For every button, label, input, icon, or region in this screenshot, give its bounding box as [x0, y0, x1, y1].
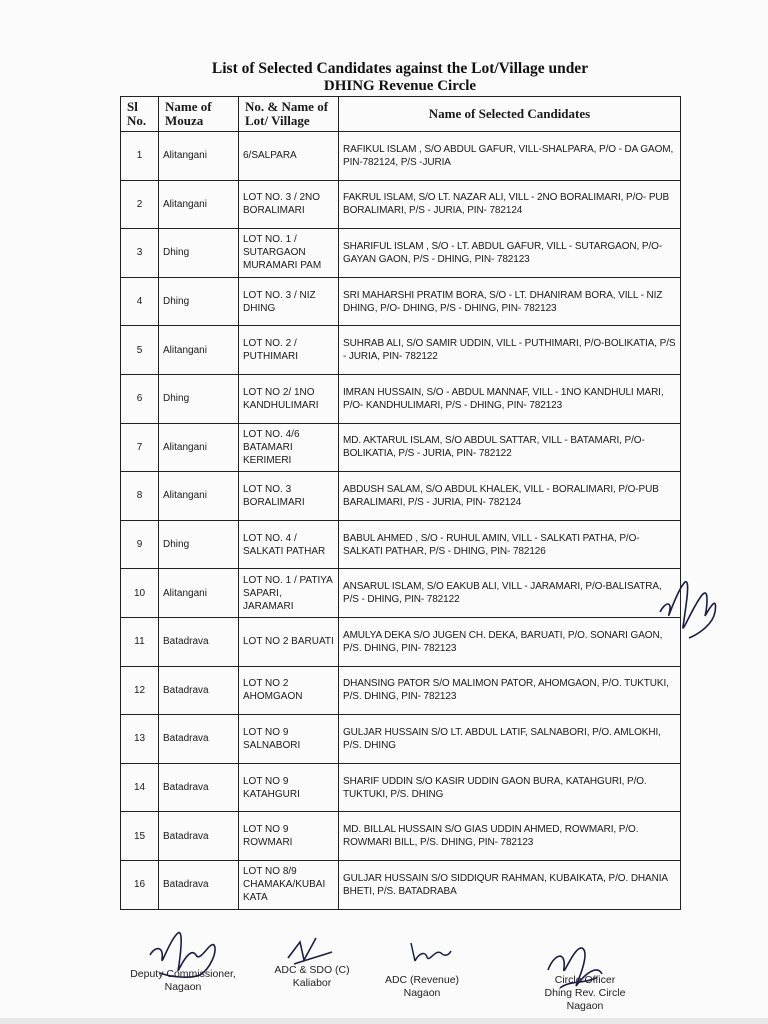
signatory-office: Kaliabor [292, 977, 332, 989]
row-sl-no: 2 [121, 180, 159, 229]
row-mouza: Alitangani [159, 326, 239, 375]
candidates-table [120, 96, 681, 910]
row-sl-no: 11 [121, 617, 159, 666]
row-mouza: Alitangani [159, 423, 239, 472]
row-mouza: Dhing [159, 374, 239, 423]
row-lot-village: LOT NO 2/ 1NO KANDHULIMARI [239, 374, 339, 423]
row-sl-no: 6 [121, 374, 159, 423]
row-mouza: Batadrava [159, 666, 239, 715]
page-bottom-edge [0, 1018, 768, 1024]
row-sl-no: 7 [121, 423, 159, 472]
row-candidate: IMRAN HUSSAIN, S/O - ABDUL MANNAF, VILL - 1NO KANDHULI MARI, P/O- KANDHULIMARI, P/S - DHING, PIN- 782123 [339, 374, 681, 423]
signatory-title: ADC & SDO (C) [274, 964, 350, 976]
signatory-circle-officer [530, 974, 640, 1013]
table-row [121, 423, 681, 472]
row-lot-village: LOT NO 2 AHOMGAON [239, 666, 339, 715]
row-lot-village: LOT NO. 1 / SUTARGAON MURAMARI PAM [239, 229, 339, 278]
row-sl-no: 9 [121, 520, 159, 569]
signatory-office: Nagaon [164, 981, 202, 993]
row-lot-village: LOT NO 2 BARUATI [239, 617, 339, 666]
row-lot-village: LOT NO 9 KATAHGURI [239, 763, 339, 812]
table-row [121, 860, 681, 909]
row-candidate: GULJAR HUSSAIN S/O LT. ABDUL LATIF, SALNABORI, P/O. AMLOKHI, P/S. DHING [339, 715, 681, 764]
row-candidate: GULJAR HUSSAIN S/O SIDDIQUR RAHMAN, KUBAIKATA, P/O. DHANIA BHETI, P/S. BATADRABA [339, 860, 681, 909]
signatory-title: ADC (Revenue) [384, 974, 460, 986]
table-row [121, 666, 681, 715]
row-lot-village: LOT NO. 3 / NIZ DHING [239, 277, 339, 326]
row-mouza: Batadrava [159, 715, 239, 764]
row-sl-no: 15 [121, 812, 159, 861]
row-sl-no: 3 [121, 229, 159, 278]
header-mouza: Name of Mouza [159, 97, 239, 132]
row-lot-village: LOT NO. 2 / PUTHIMARI [239, 326, 339, 375]
table-row [121, 374, 681, 423]
row-sl-no: 12 [121, 666, 159, 715]
row-lot-village: LOT NO. 1 / PATIYA SAPARI, JARAMARI [239, 569, 339, 618]
document-title: List of Selected Candidates against the Lot/Village under [211, 60, 589, 77]
row-lot-village: 6/SALPARA [239, 132, 339, 181]
signatory-adc-revenue [372, 974, 472, 1000]
row-candidate: FAKRUL ISLAM, S/O LT. NAZAR ALI, VILL - 2NO BORALIMARI, P/O- PUB BORALIMARI, P/S - JURIA, PIN- 782124 [339, 180, 681, 229]
table-row [121, 277, 681, 326]
row-mouza: Alitangani [159, 569, 239, 618]
row-lot-village: LOT NO. 3 / 2NO BORALIMARI [239, 180, 339, 229]
table-row [121, 812, 681, 861]
row-mouza: Batadrava [159, 812, 239, 861]
table-row [121, 763, 681, 812]
row-lot-village: LOT NO 9 SALNABORI [239, 715, 339, 764]
row-candidate: SHARIF UDDIN S/O KASIR UDDIN GAON BURA, KATAHGURI, P/O. TUKTUKI, P/S. DHING [339, 763, 681, 812]
row-candidate: SRI MAHARSHI PRATIM BORA, S/O - LT. DHANIRAM BORA, VILL - NIZ DHING, P/O- DHING, P/S - DHING, PIN- 782123 [339, 277, 681, 326]
row-sl-no: 4 [121, 277, 159, 326]
row-mouza: Batadrava [159, 617, 239, 666]
signatory-office: Nagaon [403, 987, 441, 999]
row-lot-village: LOT NO 8/9 CHAMAKA/KUBAI KATA [239, 860, 339, 909]
row-sl-no: 14 [121, 763, 159, 812]
row-mouza: Dhing [159, 520, 239, 569]
signatory-adc-sdo [262, 964, 362, 990]
row-mouza: Dhing [159, 229, 239, 278]
row-sl-no: 8 [121, 472, 159, 521]
row-lot-village: LOT NO. 4 / SALKATI PATHAR [239, 520, 339, 569]
row-candidate: MD. AKTARUL ISLAM, S/O ABDUL SATTAR, VILL - BATAMARI, P/O- BOLIKATIA, P/S - JURIA, PIN- 782122 [339, 423, 681, 472]
signature-adc-revenue [405, 935, 455, 970]
margin-signature [655, 572, 725, 652]
table-row [121, 520, 681, 569]
table-row [121, 326, 681, 375]
row-candidate: AMULYA DEKA S/O JUGEN CH. DEKA, BARUATI, P/O. SONARI GAON, P/S. DHING, PIN- 782123 [339, 617, 681, 666]
signatory-office: Dhing Rev. Circle [544, 987, 626, 999]
signatory-deputy-commissioner [118, 968, 248, 994]
signatory-title: Deputy Commissioner, [130, 968, 236, 980]
row-sl-no: 1 [121, 132, 159, 181]
row-lot-village: LOT NO. 3 BORALIMARI [239, 472, 339, 521]
row-mouza: Alitangani [159, 472, 239, 521]
header-sl-no: Sl No. [121, 97, 159, 132]
row-sl-no: 10 [121, 569, 159, 618]
header-lot-village: No. & Name of Lot/ Village [239, 97, 339, 132]
table-header-row [121, 97, 681, 132]
row-mouza: Alitangani [159, 132, 239, 181]
row-sl-no: 5 [121, 326, 159, 375]
row-mouza: Dhing [159, 277, 239, 326]
row-candidate: DHANSING PATOR S/O MALIMON PATOR, AHOMGAON, P/O. TUKTUKI, P/S. DHING, PIN- 782123 [339, 666, 681, 715]
row-candidate: RAFIKUL ISLAM , S/O ABDUL GAFUR, VILL-SHALPARA, P/O - DA GAOM, PIN-782124, P/S -JURIA [339, 132, 681, 181]
row-candidate: SUHRAB ALI, S/O SAMIR UDDIN, VILL - PUTHIMARI, P/O-BOLIKATIA, P/S - JURIA, PIN- 782122 [339, 326, 681, 375]
table-row [121, 715, 681, 764]
row-sl-no: 16 [121, 860, 159, 909]
row-sl-no: 13 [121, 715, 159, 764]
row-candidate: ABDUSH SALAM, S/O ABDUL KHALEK, VILL - BORALIMARI, P/O-PUB BARALIMARI, P/S - JURIA, PIN- 782124 [339, 472, 681, 521]
table-row [121, 132, 681, 181]
header-candidates: Name of Selected Candidates [339, 97, 681, 132]
row-candidate: ANSARUL ISLAM, S/O EAKUB ALI, VILL - JARAMARI, P/O-BALISATRA, P/S - DHING, PIN- 782122 [339, 569, 681, 618]
signatory-location: Nagaon [566, 1000, 604, 1012]
row-mouza: Batadrava [159, 763, 239, 812]
row-mouza: Batadrava [159, 860, 239, 909]
table-row [121, 569, 681, 618]
table-row [121, 472, 681, 521]
table-row [121, 229, 681, 278]
row-mouza: Alitangani [159, 180, 239, 229]
table-row [121, 180, 681, 229]
row-lot-village: LOT NO. 4/6 BATAMARI KERIMERI [239, 423, 339, 472]
signatory-title: Circle Officer [554, 974, 616, 986]
row-lot-village: LOT NO 9 ROWMARI [239, 812, 339, 861]
row-candidate: MD. BILLAL HUSSAIN S/O GIAS UDDIN AHMED, ROWMARI, P/O. ROWMARI BILL, P/S. DHING, PIN- 782123 [339, 812, 681, 861]
document-subtitle: DHING Revenue Circle [323, 78, 477, 94]
table-row [121, 617, 681, 666]
row-candidate: SHARIFUL ISLAM , S/O - LT. ABDUL GAFUR, VILL - SUTARGAON, P/O-GAYAN GAON, P/S - DHING, PIN- 782123 [339, 229, 681, 278]
row-candidate: BABUL AHMED , S/O - RUHUL AMIN, VILL - SALKATI PATHA, P/O-SALKATI PATHAR, P/S - DHING, PIN- 782126 [339, 520, 681, 569]
